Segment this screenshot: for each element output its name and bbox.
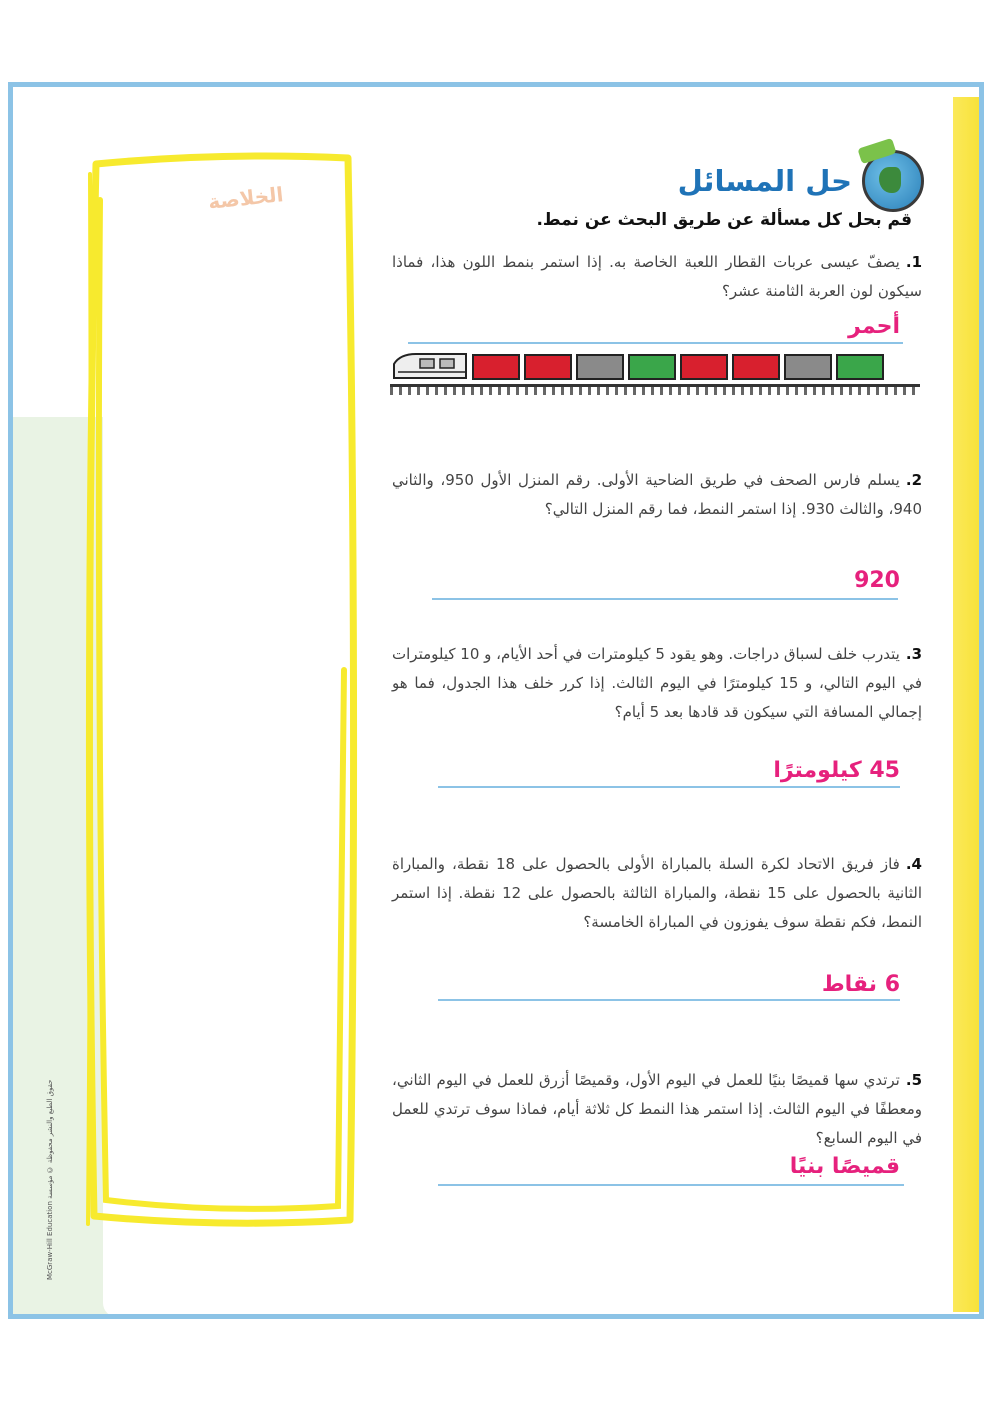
problem-text: يصفّ عيسى عربات القطار اللعبة الخاصة به. إذا استمر بنمط اللون هذا، فماذا سيكون لون العربة الثامنة عشر؟: [392, 253, 922, 300]
problem-number: 3.: [905, 645, 922, 663]
train-car-green: [628, 354, 676, 380]
train-engine-icon: [390, 350, 470, 382]
answer-line-5: [438, 1184, 904, 1186]
page-title: حل المسائل: [677, 164, 852, 198]
train-car-red: [732, 354, 780, 380]
problem-text: فاز فريق الاتحاد لكرة السلة بالمباراة الأولى بالحصول على 18 نقطة، والمباراة الثانية بالحصول على 15 نقطة، والمباراة الثالثة بالحصول على 12 نقطة. إذا استمر النمط، فكم نقطة سوف يفوزون في المباراة الخامسة؟: [392, 855, 922, 931]
train-car-gray: [784, 354, 832, 380]
land-shape: [879, 167, 901, 193]
problem-1: [392, 248, 922, 306]
ribbon-icon: [857, 138, 896, 164]
watermark-text: الخلاصة: [206, 182, 285, 214]
answer-line-3: [438, 786, 900, 788]
globe-icon: [862, 150, 924, 212]
answer-5: قميصًا بنيًا: [789, 1154, 900, 1179]
problem-number: 5.: [905, 1071, 922, 1089]
answer-4: 6 نقاط: [821, 972, 900, 997]
answer-1: أحمر: [848, 314, 900, 339]
answer-3: 45 كيلومترًا: [773, 758, 900, 783]
answer-line-1: [408, 342, 903, 344]
problem-text: ترتدي سها قميصًا بنيًا للعمل في اليوم الأول، وقميصًا أزرق للعمل في اليوم الثاني، ومعطفًا في اليوم الثالث. إذا استمر هذا النمط كل ثلاثة أيام، فماذا سوف ترتدي للعمل في اليوم السابع؟: [392, 1071, 922, 1147]
problem-number: 4.: [905, 855, 922, 873]
problem-number: 2.: [905, 471, 922, 489]
problem-text: يسلم فارس الصحف في طريق الضاحية الأولى. رقم المنزل الأول 950، والثاني 940، والثالث 930. إذا استمر النمط، فما رقم المنزل التالي؟: [392, 471, 922, 518]
toy-train-image: [390, 350, 920, 398]
problem-3: [392, 640, 922, 727]
answer-line-4: [438, 999, 900, 1001]
highlighter-outline: [82, 150, 360, 1232]
problem-4: [392, 850, 922, 937]
train-car-green: [836, 354, 884, 380]
problem-5: [392, 1066, 922, 1153]
train-car-red: [680, 354, 728, 380]
section-header: [678, 150, 924, 212]
side-copyright-text: McGraw-Hill Education حقوق الطبع والنشر محفوظة © مؤسسة: [46, 1079, 54, 1280]
problem-2: [392, 466, 922, 524]
problem-text: يتدرب خلف لسباق دراجات. وهو يقود 5 كيلومترات في أحد الأيام، و 10 كيلومترات في اليوم التالي، و 15 كيلومترًا في اليوم الثالث. إذا كرر خلف هذا الجدول، فما هو إجمالي المسافة التي سيكون قد قادها بعد 5 أيام؟: [392, 645, 923, 721]
train-car-gray: [576, 354, 624, 380]
train-car-red: [472, 354, 520, 380]
instruction-text: قم بحل كل مسألة عن طريق البحث عن نمط.: [536, 210, 912, 230]
answer-line-2: [432, 598, 898, 600]
answer-2: 920: [854, 568, 900, 593]
train-car-red: [524, 354, 572, 380]
problem-number: 1.: [905, 253, 922, 271]
rail-ties: [390, 387, 920, 395]
